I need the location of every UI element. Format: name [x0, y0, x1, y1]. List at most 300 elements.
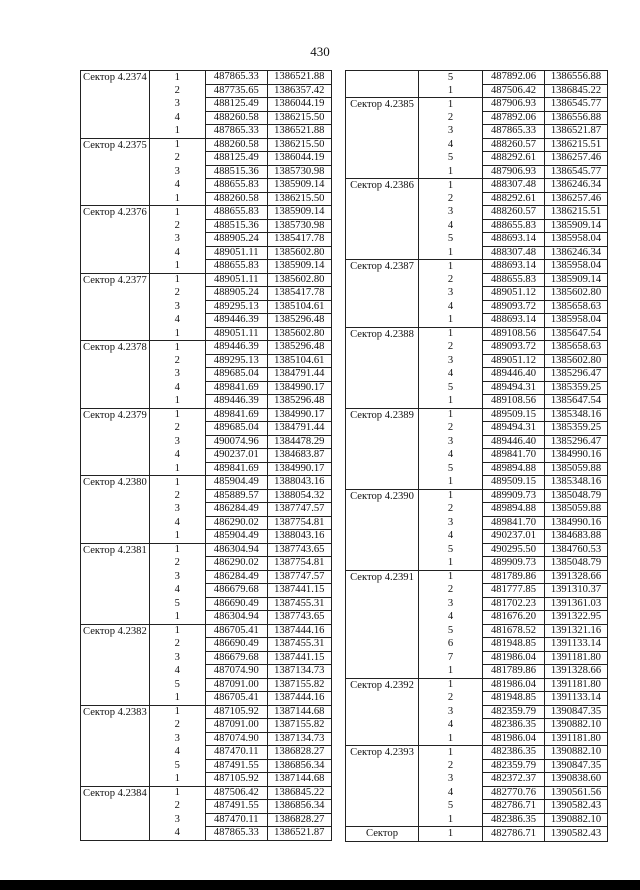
x-coordinate: 481948.85	[483, 638, 545, 652]
y-coordinate: 1386828.27	[267, 813, 331, 827]
x-coordinate: 488260.58	[205, 138, 267, 152]
coordinate-row	[81, 543, 332, 557]
x-coordinate: 488260.58	[205, 192, 267, 206]
x-coordinate: 489446.39	[205, 341, 267, 355]
x-coordinate: 488260.58	[205, 111, 267, 125]
x-coordinate: 487105.92	[205, 773, 267, 787]
point-number: 1	[149, 192, 205, 206]
y-coordinate: 1385359.25	[545, 422, 608, 436]
coordinate-row	[81, 273, 332, 287]
point-number: 3	[149, 732, 205, 746]
point-number: 3	[419, 516, 483, 530]
x-coordinate: 481986.04	[483, 651, 545, 665]
y-coordinate: 1387754.81	[267, 516, 331, 530]
y-coordinate: 1387134.73	[267, 665, 331, 679]
y-coordinate: 1387747.57	[267, 570, 331, 584]
sector-name: Сектор 4.2385	[346, 98, 419, 179]
y-coordinate: 1385296.48	[267, 314, 331, 328]
coordinate-row	[81, 786, 332, 800]
y-coordinate: 1385602.80	[267, 273, 331, 287]
coordinate-row	[346, 260, 608, 274]
sector-name: Сектор 4.2384	[81, 786, 150, 840]
point-number: 2	[149, 557, 205, 571]
x-coordinate: 486304.94	[205, 611, 267, 625]
y-coordinate: 1386856.34	[267, 759, 331, 773]
point-number: 1	[149, 705, 205, 719]
x-coordinate: 489108.56	[483, 327, 545, 341]
y-coordinate: 1384683.87	[267, 449, 331, 463]
x-coordinate: 490074.96	[205, 435, 267, 449]
y-coordinate: 1391133.14	[545, 692, 608, 706]
y-coordinate: 1391181.80	[545, 732, 608, 746]
y-coordinate: 1391310.37	[545, 584, 608, 598]
point-number: 3	[419, 354, 483, 368]
x-coordinate: 487865.33	[205, 827, 267, 841]
y-coordinate: 1387455.31	[267, 597, 331, 611]
point-number: 1	[149, 692, 205, 706]
point-number: 3	[149, 98, 205, 112]
x-coordinate: 489685.04	[205, 422, 267, 436]
x-coordinate: 486705.41	[205, 624, 267, 638]
x-coordinate: 489051.11	[205, 273, 267, 287]
x-coordinate: 488292.61	[483, 152, 545, 166]
y-coordinate: 1390847.35	[545, 705, 608, 719]
x-coordinate: 481702.23	[483, 597, 545, 611]
x-coordinate: 487491.55	[205, 759, 267, 773]
point-number: 2	[149, 152, 205, 166]
x-coordinate: 487091.00	[205, 678, 267, 692]
point-number: 2	[149, 489, 205, 503]
y-coordinate: 1390838.60	[545, 773, 608, 787]
y-coordinate: 1385909.14	[267, 206, 331, 220]
coordinate-row	[81, 408, 332, 422]
y-coordinate: 1391181.80	[545, 651, 608, 665]
point-number: 4	[419, 719, 483, 733]
coordinate-row	[81, 624, 332, 638]
x-coordinate: 488905.24	[205, 287, 267, 301]
x-coordinate: 485904.49	[205, 530, 267, 544]
x-coordinate: 482770.76	[483, 786, 545, 800]
x-coordinate: 486679.68	[205, 584, 267, 598]
y-coordinate: 1387455.31	[267, 638, 331, 652]
y-coordinate: 1385647.54	[545, 395, 608, 409]
y-coordinate: 1386545.77	[545, 165, 608, 179]
x-coordinate: 488515.36	[205, 165, 267, 179]
y-coordinate: 1385296.48	[267, 341, 331, 355]
point-number: 2	[149, 84, 205, 98]
x-coordinate: 485889.57	[205, 489, 267, 503]
point-number: 1	[419, 246, 483, 260]
x-coordinate: 488292.61	[483, 192, 545, 206]
x-coordinate: 489446.39	[205, 395, 267, 409]
x-coordinate: 482786.71	[483, 800, 545, 814]
x-coordinate: 486705.41	[205, 692, 267, 706]
x-coordinate: 489051.12	[483, 287, 545, 301]
point-number: 1	[149, 543, 205, 557]
point-number: 5	[419, 71, 483, 85]
sector-name: Сектор 4.2378	[81, 341, 150, 409]
y-coordinate: 1384478.29	[267, 435, 331, 449]
x-coordinate: 489841.69	[205, 462, 267, 476]
coordinate-row	[81, 341, 332, 355]
y-coordinate: 1387441.15	[267, 651, 331, 665]
x-coordinate: 490295.50	[483, 543, 545, 557]
left-coordinate-column	[80, 70, 332, 841]
x-coordinate: 481789.86	[483, 570, 545, 584]
point-number: 5	[419, 381, 483, 395]
y-coordinate: 1386521.87	[267, 827, 331, 841]
point-number: 5	[419, 800, 483, 814]
right-coordinate-table	[345, 70, 608, 842]
coordinate-row	[346, 678, 608, 692]
y-coordinate: 1391322.95	[545, 611, 608, 625]
sector-name: Сектор 4.2392	[346, 678, 419, 746]
coordinate-row	[81, 705, 332, 719]
coordinate-row	[346, 570, 608, 584]
sector-name: Сектор 4.2377	[81, 273, 150, 341]
point-number: 1	[149, 786, 205, 800]
y-coordinate: 1391321.16	[545, 624, 608, 638]
x-coordinate: 487906.93	[483, 98, 545, 112]
point-number: 3	[149, 813, 205, 827]
x-coordinate: 489509.15	[483, 476, 545, 490]
x-coordinate: 487491.55	[205, 800, 267, 814]
point-number: 1	[419, 327, 483, 341]
point-number: 1	[149, 530, 205, 544]
x-coordinate: 487892.06	[483, 71, 545, 85]
point-number: 1	[419, 489, 483, 503]
y-coordinate: 1386215.51	[545, 206, 608, 220]
sector-name: Сектор 4.2391	[346, 570, 419, 678]
y-coordinate: 1386246.34	[545, 179, 608, 193]
y-coordinate: 1385059.88	[545, 503, 608, 517]
x-coordinate: 487506.42	[483, 84, 545, 98]
point-number: 3	[419, 125, 483, 139]
point-number: 1	[149, 773, 205, 787]
x-coordinate: 489295.13	[205, 300, 267, 314]
x-coordinate: 486690.49	[205, 597, 267, 611]
point-number: 1	[149, 327, 205, 341]
point-number: 1	[149, 273, 205, 287]
point-number: 4	[149, 449, 205, 463]
x-coordinate: 488655.83	[205, 179, 267, 193]
x-coordinate: 488125.49	[205, 98, 267, 112]
y-coordinate: 1386246.34	[545, 246, 608, 260]
y-coordinate: 1385417.78	[267, 287, 331, 301]
y-coordinate: 1385348.16	[545, 476, 608, 490]
y-coordinate: 1387144.68	[267, 705, 331, 719]
coordinate-row	[346, 827, 608, 842]
x-coordinate: 489093.72	[483, 341, 545, 355]
y-coordinate: 1385602.80	[545, 287, 608, 301]
point-number: 1	[149, 71, 205, 85]
y-coordinate: 1386357.42	[267, 84, 331, 98]
y-coordinate: 1385348.16	[545, 408, 608, 422]
y-coordinate: 1386856.34	[267, 800, 331, 814]
sector-name: Сектор 4.2387	[346, 260, 419, 328]
x-coordinate: 488125.49	[205, 152, 267, 166]
y-coordinate: 1384990.17	[267, 408, 331, 422]
y-coordinate: 1386521.88	[267, 71, 331, 85]
y-coordinate: 1385658.63	[545, 341, 608, 355]
y-coordinate: 1387144.68	[267, 773, 331, 787]
y-coordinate: 1385296.48	[267, 395, 331, 409]
point-number: 5	[149, 597, 205, 611]
x-coordinate: 488515.36	[205, 219, 267, 233]
point-number: 5	[419, 233, 483, 247]
point-number: 1	[149, 462, 205, 476]
x-coordinate: 487865.33	[483, 125, 545, 139]
x-coordinate: 487091.00	[205, 719, 267, 733]
y-coordinate: 1385658.63	[545, 300, 608, 314]
point-number: 4	[419, 786, 483, 800]
point-number: 2	[419, 341, 483, 355]
y-coordinate: 1391328.66	[545, 665, 608, 679]
point-number: 4	[419, 300, 483, 314]
point-number: 1	[149, 138, 205, 152]
point-number: 2	[419, 692, 483, 706]
y-coordinate: 1386556.88	[545, 111, 608, 125]
x-coordinate: 490237.01	[205, 449, 267, 463]
sector-name: Сектор	[346, 827, 419, 842]
y-coordinate: 1385647.54	[545, 327, 608, 341]
y-coordinate: 1387441.15	[267, 584, 331, 598]
y-coordinate: 1387155.82	[267, 719, 331, 733]
x-coordinate: 489446.40	[483, 368, 545, 382]
sector-name	[346, 71, 419, 98]
coordinate-row	[346, 71, 608, 85]
y-coordinate: 1385359.25	[545, 381, 608, 395]
x-coordinate: 486290.02	[205, 516, 267, 530]
y-coordinate: 1390882.10	[545, 813, 608, 827]
x-coordinate: 488260.57	[483, 138, 545, 152]
x-coordinate: 487074.90	[205, 665, 267, 679]
point-number: 3	[419, 206, 483, 220]
y-coordinate: 1385909.14	[545, 219, 608, 233]
point-number: 3	[149, 651, 205, 665]
y-coordinate: 1386215.50	[267, 192, 331, 206]
x-coordinate: 489051.11	[205, 327, 267, 341]
x-coordinate: 486304.94	[205, 543, 267, 557]
point-number: 2	[149, 800, 205, 814]
right-table-body	[346, 71, 608, 842]
point-number: 4	[419, 219, 483, 233]
x-coordinate: 487735.65	[205, 84, 267, 98]
y-coordinate: 1384990.16	[545, 516, 608, 530]
point-number: 1	[419, 678, 483, 692]
point-number: 5	[419, 624, 483, 638]
x-coordinate: 489051.12	[483, 354, 545, 368]
x-coordinate: 490237.01	[483, 530, 545, 544]
point-number: 2	[149, 422, 205, 436]
y-coordinate: 1385059.88	[545, 462, 608, 476]
point-number: 1	[419, 408, 483, 422]
x-coordinate: 488307.48	[483, 179, 545, 193]
x-coordinate: 487865.33	[205, 71, 267, 85]
x-coordinate: 489909.73	[483, 489, 545, 503]
point-number: 2	[419, 422, 483, 436]
point-number: 1	[149, 260, 205, 274]
x-coordinate: 489685.04	[205, 368, 267, 382]
point-number: 1	[149, 408, 205, 422]
point-number: 5	[419, 543, 483, 557]
point-number: 3	[149, 233, 205, 247]
x-coordinate: 489509.15	[483, 408, 545, 422]
point-number: 3	[419, 705, 483, 719]
point-number: 1	[419, 84, 483, 98]
sector-name: Сектор 4.2380	[81, 476, 150, 544]
y-coordinate: 1386215.50	[267, 111, 331, 125]
point-number: 4	[149, 746, 205, 760]
y-coordinate: 1390882.10	[545, 719, 608, 733]
point-number: 1	[419, 570, 483, 584]
x-coordinate: 488307.48	[483, 246, 545, 260]
coordinate-row	[81, 71, 332, 85]
point-number: 2	[149, 287, 205, 301]
y-coordinate: 1386257.46	[545, 192, 608, 206]
point-number: 5	[149, 678, 205, 692]
y-coordinate: 1385602.80	[267, 246, 331, 260]
x-coordinate: 487470.11	[205, 813, 267, 827]
point-number: 3	[149, 368, 205, 382]
point-number: 3	[149, 300, 205, 314]
x-coordinate: 482386.35	[483, 746, 545, 760]
y-coordinate: 1385417.78	[267, 233, 331, 247]
point-number: 1	[419, 314, 483, 328]
y-coordinate: 1387743.65	[267, 543, 331, 557]
y-coordinate: 1391133.14	[545, 638, 608, 652]
y-coordinate: 1386044.19	[267, 98, 331, 112]
point-number: 4	[419, 449, 483, 463]
point-number: 2	[419, 759, 483, 773]
point-number: 1	[419, 260, 483, 274]
y-coordinate: 1384990.17	[267, 462, 331, 476]
x-coordinate: 488655.83	[205, 260, 267, 274]
x-coordinate: 481678.52	[483, 624, 545, 638]
point-number: 3	[149, 165, 205, 179]
point-number: 4	[149, 111, 205, 125]
x-coordinate: 489446.39	[205, 314, 267, 328]
point-number: 2	[149, 219, 205, 233]
x-coordinate: 482386.35	[483, 813, 545, 827]
point-number: 2	[419, 111, 483, 125]
y-coordinate: 1391328.66	[545, 570, 608, 584]
coordinate-row	[81, 476, 332, 490]
y-coordinate: 1384990.16	[545, 449, 608, 463]
y-coordinate: 1384760.53	[545, 543, 608, 557]
y-coordinate: 1387444.16	[267, 624, 331, 638]
x-coordinate: 487892.06	[483, 111, 545, 125]
x-coordinate: 489841.69	[205, 408, 267, 422]
point-number: 4	[149, 314, 205, 328]
point-number: 1	[149, 476, 205, 490]
sector-name: Сектор 4.2381	[81, 543, 150, 624]
point-number: 4	[149, 179, 205, 193]
point-number: 1	[419, 179, 483, 193]
y-coordinate: 1387155.82	[267, 678, 331, 692]
sector-name: Сектор 4.2374	[81, 71, 150, 139]
point-number: 6	[419, 638, 483, 652]
x-coordinate: 487470.11	[205, 746, 267, 760]
point-number: 5	[419, 462, 483, 476]
x-coordinate: 482372.37	[483, 773, 545, 787]
point-number: 1	[419, 165, 483, 179]
y-coordinate: 1390847.35	[545, 759, 608, 773]
page-number: 430	[310, 44, 330, 59]
y-coordinate: 1386556.88	[545, 71, 608, 85]
point-number: 1	[149, 206, 205, 220]
point-number: 3	[419, 773, 483, 787]
coordinate-row	[346, 179, 608, 193]
point-number: 3	[419, 287, 483, 301]
point-number: 2	[149, 719, 205, 733]
point-number: 4	[149, 246, 205, 260]
y-coordinate: 1385048.79	[545, 489, 608, 503]
x-coordinate: 489093.72	[483, 300, 545, 314]
y-coordinate: 1385048.79	[545, 557, 608, 571]
y-coordinate: 1391361.03	[545, 597, 608, 611]
x-coordinate: 489841.70	[483, 449, 545, 463]
point-number: 4	[149, 516, 205, 530]
coordinate-row	[346, 98, 608, 112]
x-coordinate: 489909.73	[483, 557, 545, 571]
x-coordinate: 488260.57	[483, 206, 545, 220]
y-coordinate: 1386044.19	[267, 152, 331, 166]
coordinate-row	[81, 206, 332, 220]
y-coordinate: 1388043.16	[267, 530, 331, 544]
y-coordinate: 1391181.80	[545, 678, 608, 692]
y-coordinate: 1386257.46	[545, 152, 608, 166]
x-coordinate: 482786.71	[483, 827, 545, 842]
point-number: 2	[419, 503, 483, 517]
y-coordinate: 1386521.87	[545, 125, 608, 139]
x-coordinate: 488693.14	[483, 314, 545, 328]
x-coordinate: 489894.88	[483, 503, 545, 517]
sector-name: Сектор 4.2382	[81, 624, 150, 705]
y-coordinate: 1385296.47	[545, 435, 608, 449]
point-number: 2	[419, 584, 483, 598]
y-coordinate: 1387134.73	[267, 732, 331, 746]
point-number: 1	[149, 624, 205, 638]
point-number: 4	[419, 368, 483, 382]
point-number: 2	[149, 354, 205, 368]
y-coordinate: 1386845.22	[545, 84, 608, 98]
x-coordinate: 482359.79	[483, 705, 545, 719]
point-number: 1	[419, 732, 483, 746]
x-coordinate: 488655.83	[483, 273, 545, 287]
y-coordinate: 1387743.65	[267, 611, 331, 625]
x-coordinate: 481676.20	[483, 611, 545, 625]
x-coordinate: 486690.49	[205, 638, 267, 652]
sector-name: Сектор 4.2388	[346, 327, 419, 408]
sector-name: Сектор 4.2375	[81, 138, 150, 206]
y-coordinate: 1390582.43	[545, 800, 608, 814]
x-coordinate: 486284.49	[205, 570, 267, 584]
x-coordinate: 489295.13	[205, 354, 267, 368]
y-coordinate: 1386828.27	[267, 746, 331, 760]
point-number: 4	[149, 381, 205, 395]
y-coordinate: 1385296.47	[545, 368, 608, 382]
point-number: 5	[419, 152, 483, 166]
x-coordinate: 487105.92	[205, 705, 267, 719]
x-coordinate: 489841.70	[483, 516, 545, 530]
x-coordinate: 489494.31	[483, 381, 545, 395]
point-number: 2	[419, 192, 483, 206]
x-coordinate: 481777.85	[483, 584, 545, 598]
x-coordinate: 482386.35	[483, 719, 545, 733]
point-number: 1	[419, 557, 483, 571]
y-coordinate: 1386215.51	[545, 138, 608, 152]
